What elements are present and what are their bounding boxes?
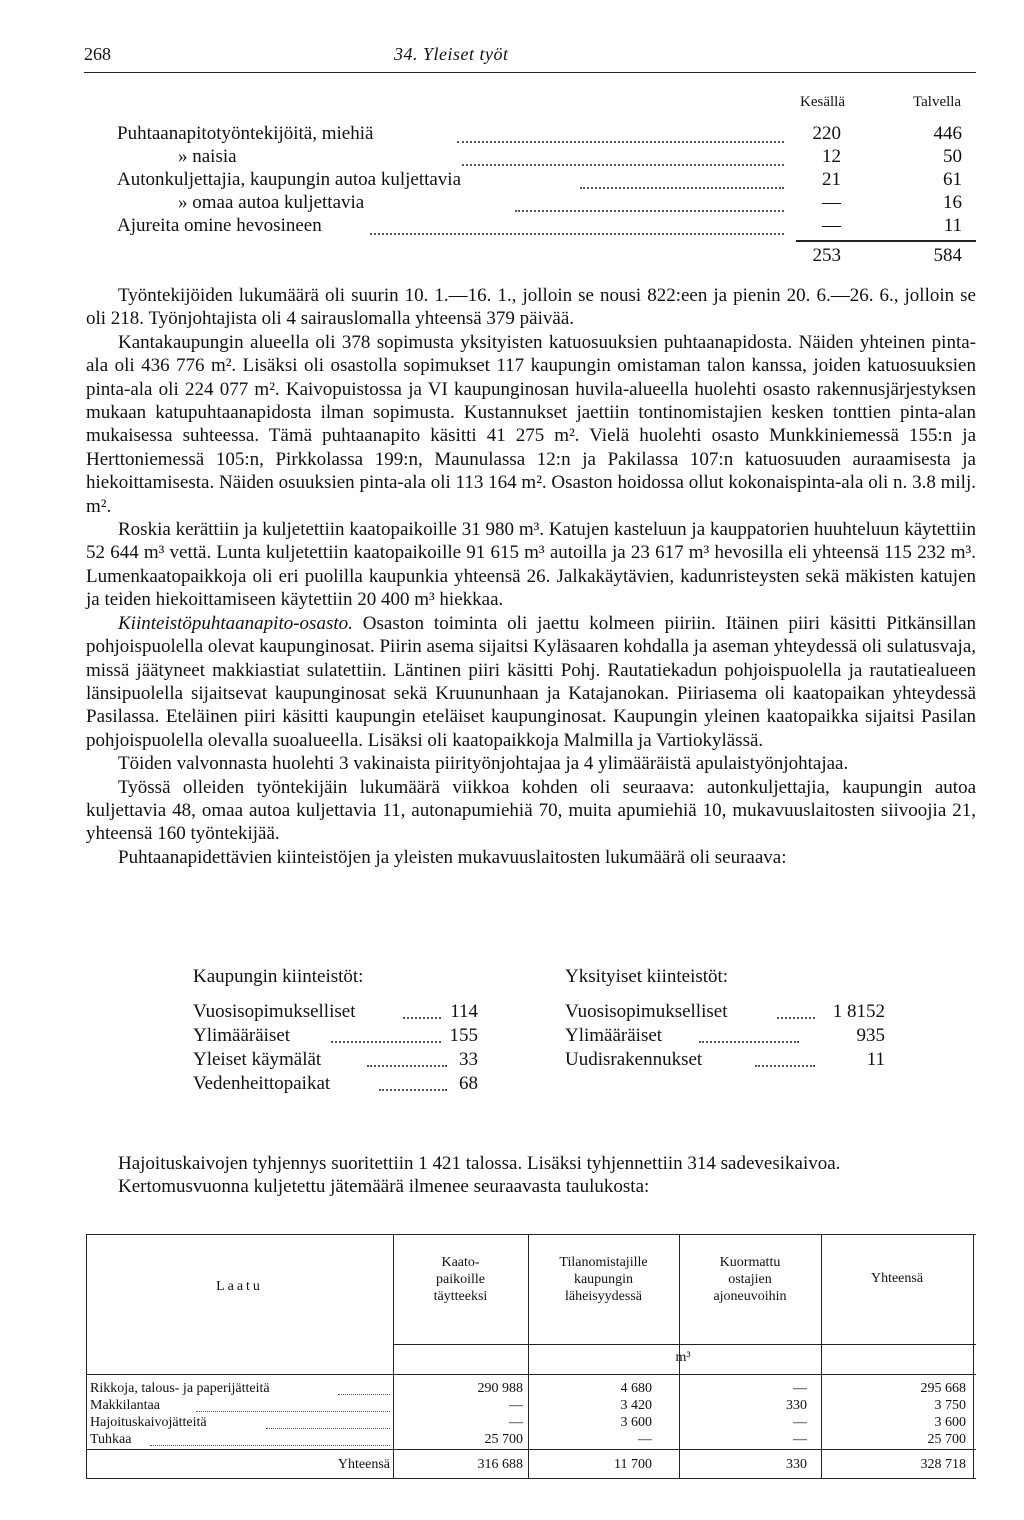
paragraph-text: Osaston toiminta oli jaettu kolmeen piiriin. Itäinen piiri käsitti Pitkänsillan pohjoispuolella olevat kaupunginosat. Piirin asema sijaitsi Kyläsaaren kohdalla ja aseman yhteydessä oli sulatusvaja, missä jäätyneet makkiastiat sulatettiin. Läntinen piiri käsitti Pohj. Rautatiekadun pohjoispuolella ja rautatiealueen länsipuolella sijaitsevat kaupunginosat sekä Kruununhaan ja Katajanokan. Piiriasema oli kaatopaikan yhteydessä Pasilassa. Eteläinen piiri käsitti kaupungin eteläiset kaupunginosat. Kaupungin yleinen kaatopaikka sijaitsi Pasilan pohjoispuolella olevalla suoalueella. Lisäksi oli kaatopaikkoja Malmilla ja Vartiokylässä. bbox=[86, 612, 976, 751]
closing-text bbox=[86, 1152, 976, 1199]
unit-label: m³ bbox=[675, 1350, 691, 1365]
property-label: Yleiset käymälät bbox=[193, 1049, 322, 1070]
property-item bbox=[193, 1000, 478, 1024]
property-label: Uudisrakennukset bbox=[565, 1049, 703, 1070]
table-rule bbox=[86, 1374, 976, 1375]
leader-dots bbox=[580, 185, 784, 189]
staff-row-label: Puhtaanapitotyöntekijöitä, miehiä bbox=[117, 123, 374, 144]
staff-row bbox=[0, 214, 1024, 238]
property-item bbox=[193, 1072, 478, 1096]
winter-value: 11 bbox=[943, 215, 962, 236]
body-text bbox=[86, 284, 976, 869]
leader-dots bbox=[777, 1017, 815, 1019]
staff-row-label: » naisia bbox=[178, 146, 237, 167]
total-total: 328 718 bbox=[920, 1457, 966, 1472]
property-label: Ylimääräiset bbox=[193, 1025, 291, 1046]
property-item bbox=[565, 1048, 885, 1072]
leader-dots bbox=[379, 1089, 447, 1091]
header-line: läheisyydessä bbox=[565, 1289, 642, 1304]
total-dump: 316 688 bbox=[477, 1457, 523, 1472]
paragraph: Töiden valvonnasta huolehti 3 vakinaista piirityönjohtajaa ja 4 ylimääräistä apulaistyönjohtajaa. bbox=[118, 753, 849, 775]
leader-dots bbox=[266, 1426, 390, 1429]
cell-total: 295 668 bbox=[920, 1381, 966, 1396]
leader-dots bbox=[331, 1041, 441, 1043]
leader-dots bbox=[367, 1065, 447, 1067]
table-border bbox=[973, 1234, 974, 1478]
header-line: Kuormattu bbox=[719, 1255, 781, 1270]
header-dump bbox=[393, 1254, 528, 1305]
cell-buyers: — bbox=[793, 1432, 807, 1447]
cell-dump: — bbox=[509, 1415, 523, 1430]
summer-value: 21 bbox=[822, 169, 841, 190]
leader-dots bbox=[457, 139, 784, 143]
summer-value: 220 bbox=[812, 123, 841, 144]
paragraph: Työssä olleiden työntekijäin lukumäärä viikkoa kohden oli seuraava: autonkuljettajia, kaupungin autoa kuljettavia 48, omaa autoa kuljettavia 11, autonapumiehiä 70, muita apumiehiä 10, mukavuuslaitosten siivoojia 21, yhteensä 160 työntekijää. bbox=[86, 776, 976, 845]
staff-row-label: Autonkuljettajia, kaupungin autoa kuljettavia bbox=[117, 169, 462, 190]
running-title: 34. Yleiset työt bbox=[394, 44, 509, 64]
leader-dots bbox=[403, 1017, 441, 1019]
leader-dots bbox=[370, 231, 784, 235]
cell-dump: — bbox=[509, 1398, 523, 1413]
row-type: Hajoituskaivojätteitä bbox=[90, 1415, 207, 1430]
staff-row-label: » omaa autoa kuljettavia bbox=[178, 192, 365, 213]
winter-total: 584 bbox=[933, 245, 962, 266]
header-type: Laatu bbox=[216, 1279, 263, 1294]
header-total: Yhteensä bbox=[870, 1271, 924, 1286]
leader-dots bbox=[699, 1041, 799, 1043]
cell-owners: — bbox=[638, 1432, 652, 1447]
table-rule bbox=[393, 1344, 976, 1345]
waste-table bbox=[86, 1222, 976, 1482]
sum-rule bbox=[796, 240, 976, 242]
property-item bbox=[565, 1024, 885, 1048]
paragraph: Kantakaupungin alueella oli 378 sopimusta yksityisten katuosuuksien puhtaanapidosta. Näiden yhteinen pinta-ala oli 436 776 m². Lisäksi oli osastolla sopimukset 117 kaupungin omistaman talon kanssa, joiden katuosuuksien pinta-ala oli 224 077 m². Kaivopuistossa ja VI kaupunginosan huvila-alueella huolehti osasto rakennusjärjestyksen mukaan katupuhtaanapidosta ilman sopimusta. Kustannukset jaettiin tontinomistajien kesken tonttien pinta-alan mukaisessa suhteessa. Tämä puhtaanapito käsitti 41 275 m². Vielä huolehti osasto Munkkiniemessä 155:n ja Herttoniemessä 105:n, Pirkkolassa 199:n, Maunulassa 12:n ja Pakilassa 107:n katuosuuden auraamisesta ja hiekoittamisesta. Näiden osuuksien pinta-ala oli 113 164 m². Osaston hoidossa ollut kokonaispinta-ala oli n. 3.8 milj. m². bbox=[86, 331, 976, 517]
column-header-winter: Talvella bbox=[913, 94, 962, 110]
leader-dots bbox=[196, 1409, 390, 1412]
winter-value: 50 bbox=[943, 146, 962, 167]
leader-dots bbox=[150, 1443, 390, 1446]
header-line: täytteeksi bbox=[433, 1289, 488, 1304]
property-value: 935 bbox=[856, 1025, 885, 1046]
cell-total: 3 750 bbox=[934, 1398, 966, 1413]
property-label: Vedenheittopaikat bbox=[193, 1073, 331, 1094]
property-item bbox=[565, 1000, 885, 1024]
property-value: 11 bbox=[866, 1049, 885, 1070]
leader-dots bbox=[755, 1065, 815, 1067]
header-owners bbox=[528, 1254, 679, 1305]
cell-owners: 3 600 bbox=[620, 1415, 652, 1430]
summer-value: — bbox=[822, 215, 841, 236]
property-value: 68 bbox=[459, 1073, 478, 1094]
cell-total: 3 600 bbox=[934, 1415, 966, 1430]
staff-row bbox=[0, 145, 1024, 169]
property-value: 1 8152 bbox=[832, 1001, 885, 1022]
cell-owners: 4 680 bbox=[620, 1381, 652, 1396]
total-buyers: 330 bbox=[786, 1457, 807, 1472]
winter-value: 16 bbox=[943, 192, 962, 213]
header-line: ajoneuvoihin bbox=[713, 1289, 787, 1304]
summer-value: — bbox=[822, 192, 841, 213]
property-label: Vuosisopimukselliset bbox=[565, 1001, 728, 1022]
section-paragraph bbox=[86, 612, 976, 752]
page-number: 268 bbox=[84, 44, 111, 64]
cell-buyers: 330 bbox=[786, 1398, 807, 1413]
row-type: Tuhkaa bbox=[90, 1432, 132, 1447]
property-label: Vuosisopimukselliset bbox=[193, 1001, 356, 1022]
property-value: 155 bbox=[449, 1025, 478, 1046]
leader-dots bbox=[338, 1392, 390, 1395]
cell-buyers: — bbox=[793, 1415, 807, 1430]
property-value: 114 bbox=[450, 1001, 478, 1022]
winter-value: 61 bbox=[943, 169, 962, 190]
staff-row-label: Ajureita omine hevosineen bbox=[117, 215, 322, 236]
table-rule bbox=[86, 1449, 976, 1450]
header-line: Kaato- bbox=[441, 1255, 480, 1270]
staff-row bbox=[0, 168, 1024, 192]
table-rule bbox=[86, 1478, 976, 1479]
paragraph: Hajoituskaivojen tyhjennys suoritettiin 1 421 talossa. Lisäksi tyhjennettiin 314 sadevesikaivoa. bbox=[118, 1153, 841, 1174]
staff-row bbox=[0, 191, 1024, 215]
header-line: kaupungin bbox=[573, 1272, 634, 1287]
column-header-summer: Kesällä bbox=[800, 94, 845, 110]
leader-dots bbox=[515, 208, 784, 212]
leader-dots bbox=[462, 162, 784, 166]
paragraph: Roskia kerättiin ja kuljetettiin kaatopaikoille 31 980 m³. Katujen kasteluun ja kauppatorien huuhteluun käytettiin 52 644 m³ vettä. Lunta kuljetettiin kaatopaikoille 91 615 m³ autoilla ja 23 617 m³ hevosilla eli yhteensä 115 232 m³. Lumenkaatopaikkoja oli eri puolilla kaupunkia yhteensä 26. Jalkakäytävien, kadunristeysten sekä mäkisten katujen ja teiden hiekoittamiseen käytettiin 20 400 m³ hiekkaa. bbox=[86, 519, 976, 611]
summer-total: 253 bbox=[812, 245, 841, 266]
paragraph: Työntekijöiden lukumäärä oli suurin 10. 1.—16. 1., jolloin se nousi 822:een ja pienin 20. 6.—26. 6., jolloin se oli 218. Työnjohtajista oli 4 sairauslomalla yhteensä 379 päivää. bbox=[86, 285, 976, 330]
header-buyers bbox=[679, 1254, 821, 1305]
cell-dump: 25 700 bbox=[484, 1432, 523, 1447]
total-owners: 11 700 bbox=[614, 1457, 652, 1472]
table-rule bbox=[86, 1234, 976, 1235]
property-value: 33 bbox=[459, 1049, 478, 1070]
row-type: Rikkoja, talous- ja paperijätteitä bbox=[90, 1381, 270, 1396]
property-item bbox=[193, 1048, 478, 1072]
property-item bbox=[193, 1024, 478, 1048]
winter-value: 446 bbox=[933, 123, 962, 144]
header-line: Tilanomistajille bbox=[559, 1255, 648, 1270]
staff-row bbox=[0, 122, 1024, 146]
cell-dump: 290 988 bbox=[477, 1381, 523, 1396]
cell-buyers: — bbox=[793, 1381, 807, 1396]
staff-total-row bbox=[0, 244, 1024, 268]
section-heading: Kiinteistöpuhtaanapito-osasto. bbox=[118, 612, 353, 634]
totals-label: Yhteensä bbox=[337, 1457, 390, 1472]
table-border bbox=[86, 1234, 87, 1478]
header-rule bbox=[84, 72, 976, 73]
cell-total: 25 700 bbox=[927, 1432, 966, 1447]
private-properties-heading: Yksityiset kiinteistöt: bbox=[565, 966, 729, 987]
city-properties-heading: Kaupungin kiinteistöt: bbox=[193, 966, 364, 987]
paragraph: Kertomusvuonna kuljetettu jätemäärä ilmenee seuraavasta taulukosta: bbox=[118, 1176, 650, 1198]
header-line: ostajien bbox=[728, 1272, 772, 1287]
property-label: Ylimääräiset bbox=[565, 1025, 663, 1046]
header-line: paikoille bbox=[436, 1272, 485, 1287]
row-type: Makkilantaa bbox=[90, 1398, 160, 1413]
cell-owners: 3 420 bbox=[620, 1398, 652, 1413]
summer-value: 12 bbox=[822, 146, 841, 167]
page-header bbox=[84, 44, 976, 74]
paragraph: Puhtaanapidettävien kiinteistöjen ja yleisten mukavuuslaitosten lukumäärä oli seuraava: bbox=[118, 846, 787, 868]
